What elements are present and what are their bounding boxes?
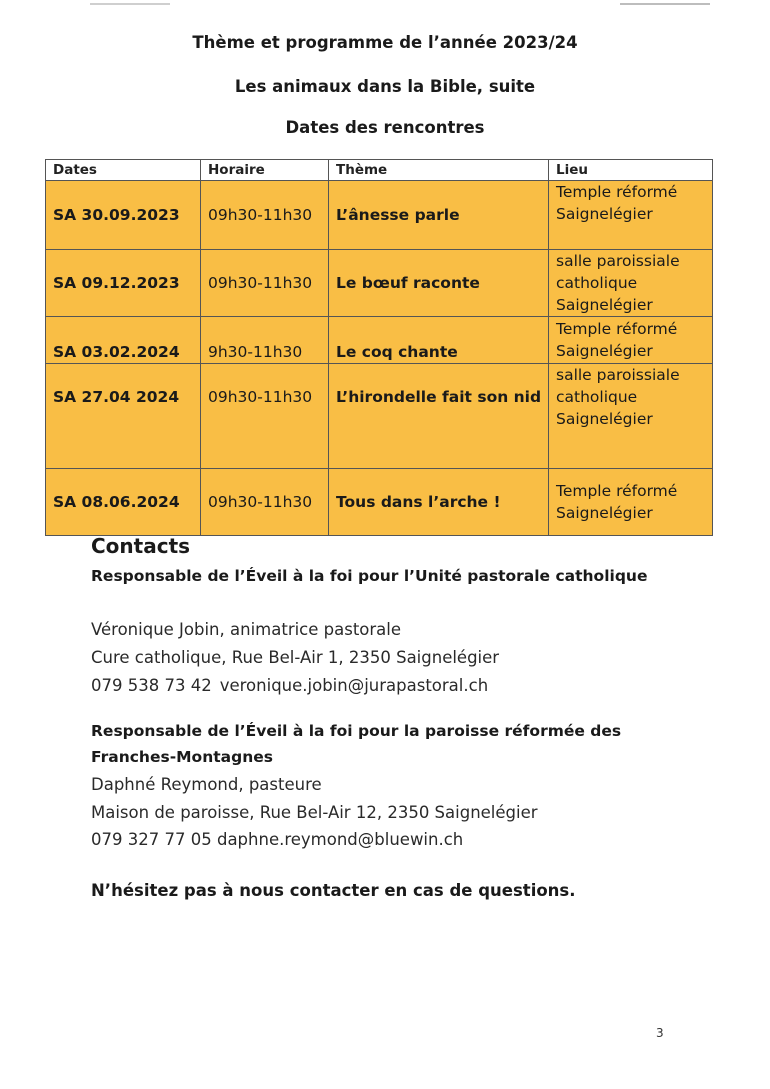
page-title: Thème et programme de l’année 2023/24 [192, 33, 578, 52]
lieu-line: Temple réformé [556, 482, 678, 500]
lieu-line: catholique [556, 274, 638, 292]
lieu-line: salle paroissiale [556, 366, 680, 384]
catholic-role: Responsable de l’Éveil à la foi pour l’Unité pastorale catholique [91, 567, 648, 585]
catholic-contact-line [91, 676, 488, 695]
cell-time: 9h30-11h30 [201, 317, 329, 364]
lieu-line: catholique [556, 388, 638, 406]
catholic-name: Véronique Jobin, animatrice pastorale [91, 620, 402, 639]
col-header-lieu: Lieu [549, 160, 713, 181]
reformed-contact-line [91, 830, 463, 849]
reformed-role-line2: Franches-Montagnes [91, 748, 273, 766]
lieu-line: salle paroissiale [556, 252, 680, 270]
page-subtitle: Les animaux dans la Bible, suite [234, 77, 536, 96]
cell-lieu [549, 469, 713, 536]
cell-date: SA 30.09.2023 [46, 181, 201, 250]
cell-time: 09h30-11h30 [201, 469, 329, 536]
cell-theme: Le coq chante [329, 317, 549, 364]
lieu-line: Saignelégier [556, 342, 653, 360]
cell-date: SA 27.04 2024 [46, 364, 201, 469]
lieu-line: Saignelégier [556, 205, 653, 223]
cell-date: SA 03.02.2024 [46, 317, 201, 364]
table-row [46, 469, 713, 536]
lieu-line: Saignelégier [556, 296, 653, 314]
reformed-address: Maison de paroisse, Rue Bel-Air 12, 2350 Saignelégier [91, 803, 538, 822]
cell-time: 09h30-11h30 [201, 250, 329, 317]
lieu-line: Temple réformé [556, 183, 678, 201]
cell-time: 09h30-11h30 [201, 364, 329, 469]
table-row [46, 250, 713, 317]
section-title: Dates des rencontres [285, 118, 485, 137]
cell-theme: L’hirondelle fait son nid [329, 364, 549, 469]
col-header-dates: Dates [46, 160, 201, 181]
reformed-email-link[interactable]: daphne.reymond@bluewin.ch [216, 830, 464, 849]
cell-theme: Le bœuf raconte [329, 250, 549, 317]
col-header-theme: Thème [329, 160, 549, 181]
scan-artifact-right [620, 3, 710, 5]
reformed-name: Daphné Reymond, pasteure [91, 775, 322, 794]
table-row [46, 181, 713, 250]
table-header-row [46, 160, 713, 181]
catholic-phone: 079 538 73 42 [91, 676, 212, 695]
page-number: 3 [656, 1026, 664, 1040]
table-row [46, 364, 713, 469]
contacts-heading: Contacts [91, 534, 191, 558]
catholic-email-link[interactable]: veronique.jobin@jurapastoral.ch [219, 676, 489, 695]
scan-artifact-left [90, 3, 170, 5]
cell-lieu [549, 317, 713, 364]
cell-theme: L’ânesse parle [329, 181, 549, 250]
reformed-role-line1: Responsable de l’Éveil à la foi pour la paroisse réformée des [91, 722, 622, 740]
closing-note: N’hésitez pas à nous contacter en cas de questions. [91, 881, 576, 900]
reformed-phone: 079 327 77 05 [91, 830, 212, 849]
lieu-line: Temple réformé [556, 320, 678, 338]
cell-date: SA 09.12.2023 [46, 250, 201, 317]
lieu-line: Saignelégier [556, 410, 653, 428]
cell-date: SA 08.06.2024 [46, 469, 201, 536]
col-header-horaire: Horaire [201, 160, 329, 181]
cell-time: 09h30-11h30 [201, 181, 329, 250]
cell-lieu [549, 364, 713, 469]
lieu-line: Saignelégier [556, 504, 653, 522]
cell-lieu [549, 250, 713, 317]
cell-theme: Tous dans l’arche ! [329, 469, 549, 536]
table-row [46, 317, 713, 364]
schedule-table [45, 159, 713, 536]
catholic-address: Cure catholique, Rue Bel-Air 1, 2350 Saignelégier [91, 648, 500, 667]
cell-lieu [549, 181, 713, 250]
